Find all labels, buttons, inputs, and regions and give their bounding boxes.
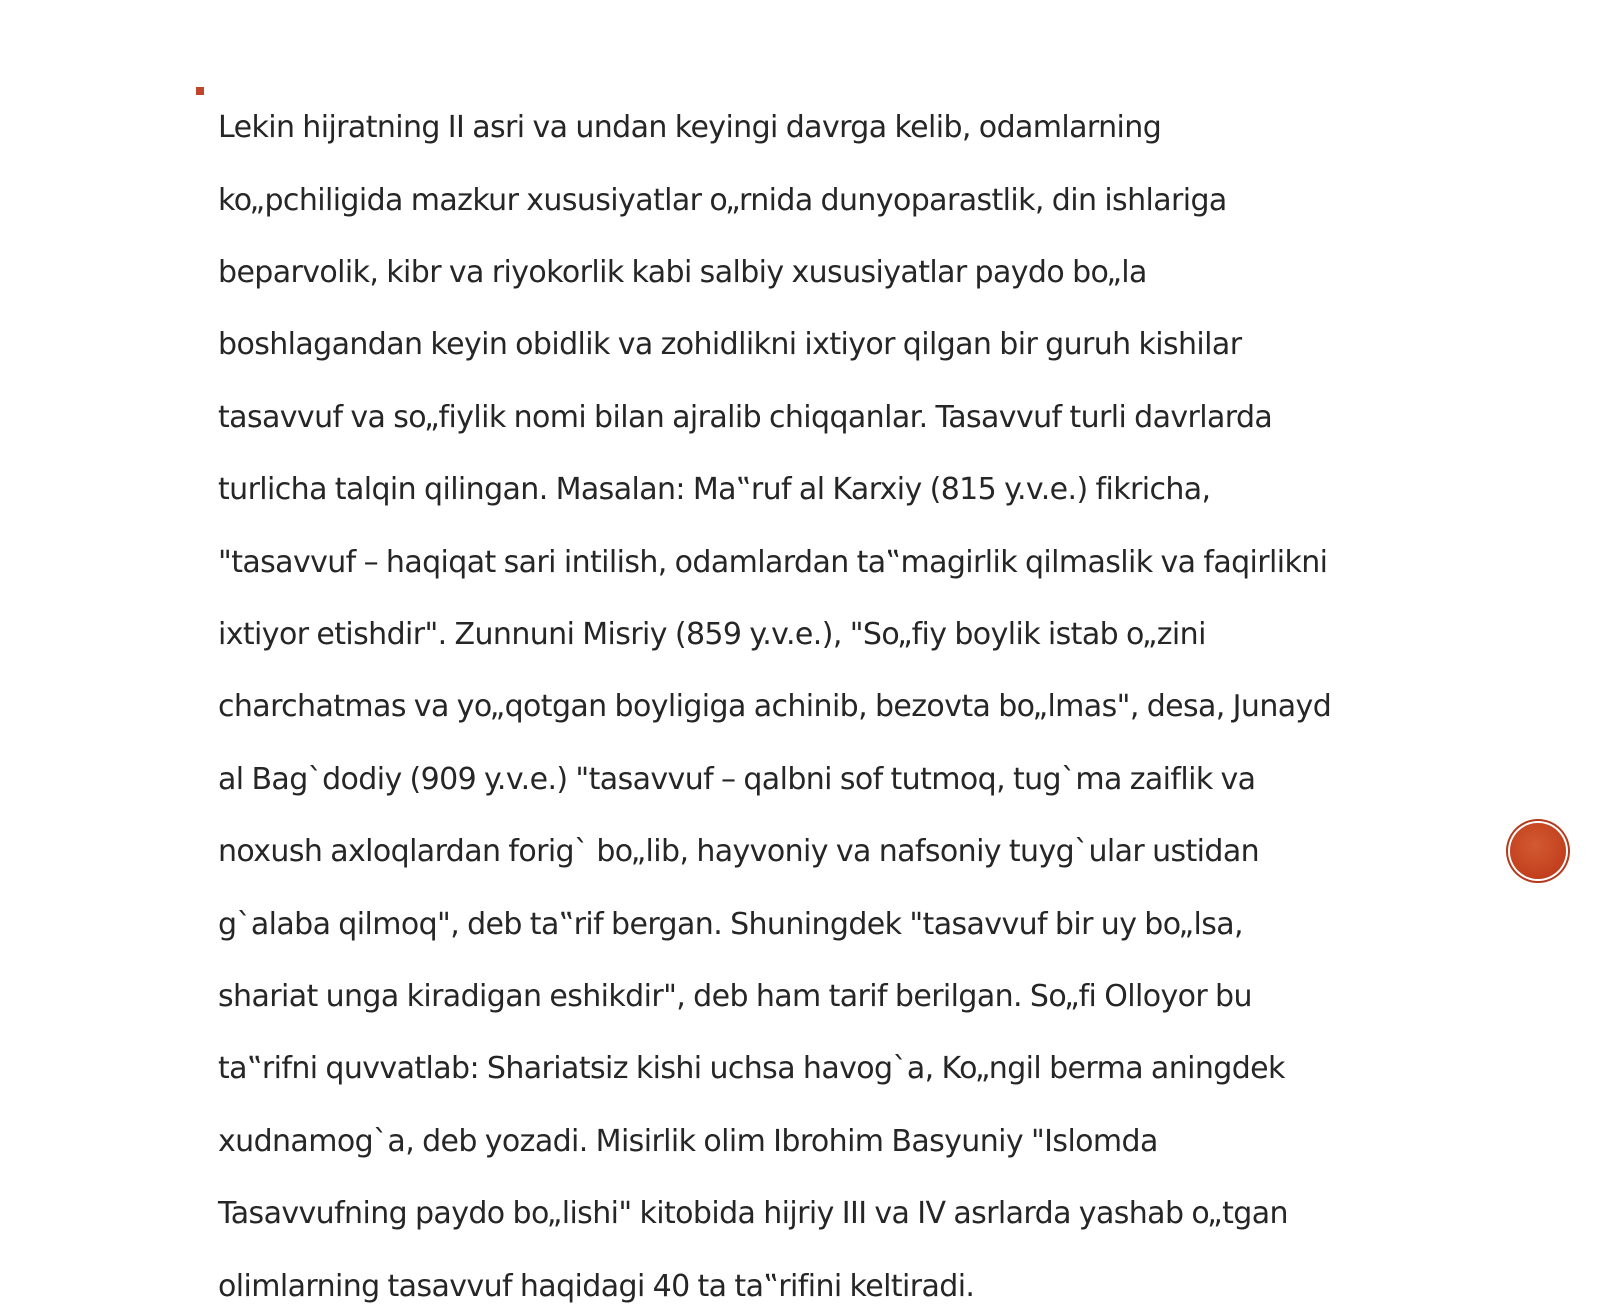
text-line: ko„pchiligida mazkur xususiyatlar o„rnida dunyoparastlik, din ishlariga — [218, 182, 1227, 218]
slide-nav-button[interactable] — [1510, 823, 1566, 879]
text-line: beparvolik, kibr va riyokorlik kabi salbiy xususiyatlar paydo bo„la — [218, 255, 1147, 291]
bullet-paragraph — [196, 74, 1456, 1305]
text-line: ta‟rifni quvvatlab: Shariatsiz kishi uchsa havog`a, Ko„ngil berma aningdek — [218, 1051, 1285, 1087]
text-line: noxush axloqlardan forig` bo„lib, hayvoniy va nafsoniy tuyg`ular ustidan — [218, 834, 1260, 870]
text-line: shariat unga kiradigan eshikdir", deb ham tarif berilgan. So„fi Olloyor bu — [218, 979, 1252, 1015]
text-line: charchatmas va yo„qotgan boyligiga achinib, bezovta bo„lmas", desa, Junayd — [218, 689, 1332, 725]
text-line: boshlagandan keyin obidlik va zohidlikni ixtiyor qilgan bir guruh kishilar — [218, 327, 1242, 363]
bullet-square-icon — [196, 87, 204, 95]
text-line: ixtiyor etishdir". Zunnuni Misriy (859 y.v.e.), "So„fiy boylik istab o„zini — [218, 617, 1206, 653]
text-line: g`alaba qilmoq", deb ta‟rif bergan. Shuningdek "tasavvuf bir uy bo„lsa, — [218, 906, 1243, 942]
text-line: turlicha talqin qilingan. Masalan: Ma‟ruf al Karxiy (815 y.v.e.) fikricha, — [218, 472, 1211, 508]
text-line: Lekin hijratning II asri va undan keyingi davrga kelib, odamlarning — [218, 110, 1162, 146]
text-line: "tasavvuf – haqiqat sari intilish, odamlardan ta‟magirlik qilmaslik va faqirlikni — [218, 544, 1328, 580]
text-line: xudnamog`a, deb yozadi. Misirlik olim Ibrohim Basyuniy "Islomda — [218, 1123, 1158, 1159]
text-line: al Bag`dodiy (909 y.v.e.) "tasavvuf – qalbni sof tutmoq, tug`ma zaiflik va — [218, 761, 1256, 797]
paragraph-text — [218, 74, 1331, 1305]
text-line: olimlarning tasavvuf haqidagi 40 ta ta‟rifini keltiradi. — [218, 1268, 975, 1304]
text-line: tasavvuf va so„fiylik nomi bilan ajralib chiqqanlar. Tasavvuf turli davrlarda — [218, 399, 1273, 435]
text-line: Tasavvufning paydo bo„lishi" kitobida hijriy III va IV asrlarda yashab o„tgan — [218, 1196, 1288, 1232]
